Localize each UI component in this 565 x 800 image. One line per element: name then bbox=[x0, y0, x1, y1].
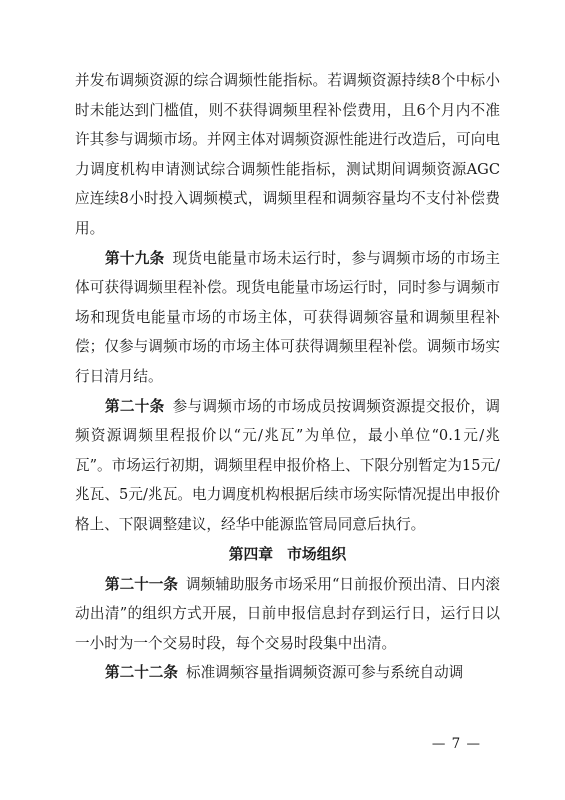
article-number: 第二十二条 bbox=[105, 664, 178, 682]
paragraph-text: 调频辅助服务市场采用“日前报价预出清、日内滚动出清”的组织方式开展，日前申报信息封存到运行日，运行日以一小时为一个交易时段，每个交易时段集中出清。 bbox=[75, 575, 500, 652]
article-number: 第十九条 bbox=[105, 249, 165, 267]
paragraph-continued bbox=[75, 66, 500, 244]
page-number: — 7 — bbox=[431, 736, 481, 752]
paragraph-text: 并发布调频资源的综合调频性能指标。若调频资源持续8个中标小时未能达到门槛值，则不获得调频里程补偿费用，且6个月内不准许其参与调频市场。并网主体对调频资源性能进行改造后，可向电力调度机构申请测试综合调频性能指标，测试期间调频资源AGC应连续8小时投入调频模式，调频里程和调频容量均不支付补偿费用。 bbox=[75, 72, 500, 237]
article-number: 第二十一条 bbox=[105, 575, 178, 593]
chapter-heading bbox=[75, 540, 500, 570]
paragraph-text: 标准调频容量指调频资源可参与系统自动调 bbox=[185, 664, 464, 682]
article-19 bbox=[75, 244, 500, 392]
article-20 bbox=[75, 392, 500, 540]
chapter-number: 第四章 bbox=[228, 545, 274, 563]
article-number: 第二十条 bbox=[105, 397, 165, 415]
document-body bbox=[75, 66, 500, 688]
chapter-title: 市场组织 bbox=[287, 545, 347, 563]
article-22 bbox=[75, 658, 500, 688]
paragraph-text: 现货电能量市场未运行时，参与调频市场的市场主体可获得调频里程补偿。现货电能量市场运行时，同时参与调频市场和现货电能量市场的市场主体，可获得调频容量和调频里程补偿；仅参与调频市场的市场主体可获得调频里程补偿。调频市场实行日清月结。 bbox=[75, 249, 500, 385]
article-21 bbox=[75, 570, 500, 659]
paragraph-text: 参与调频市场的市场成员按调频资源提交报价，调频资源调频里程报价以“元/兆瓦”为单位，最小单位“0.1元/兆瓦”。市场运行初期，调频里程申报价格上、下限分别暂定为15元/兆瓦、5元/兆瓦。电力调度机构根据后续市场实际情况提出申报价格上、下限调整建议，经华中能源监管局同意后执行。 bbox=[75, 397, 500, 533]
